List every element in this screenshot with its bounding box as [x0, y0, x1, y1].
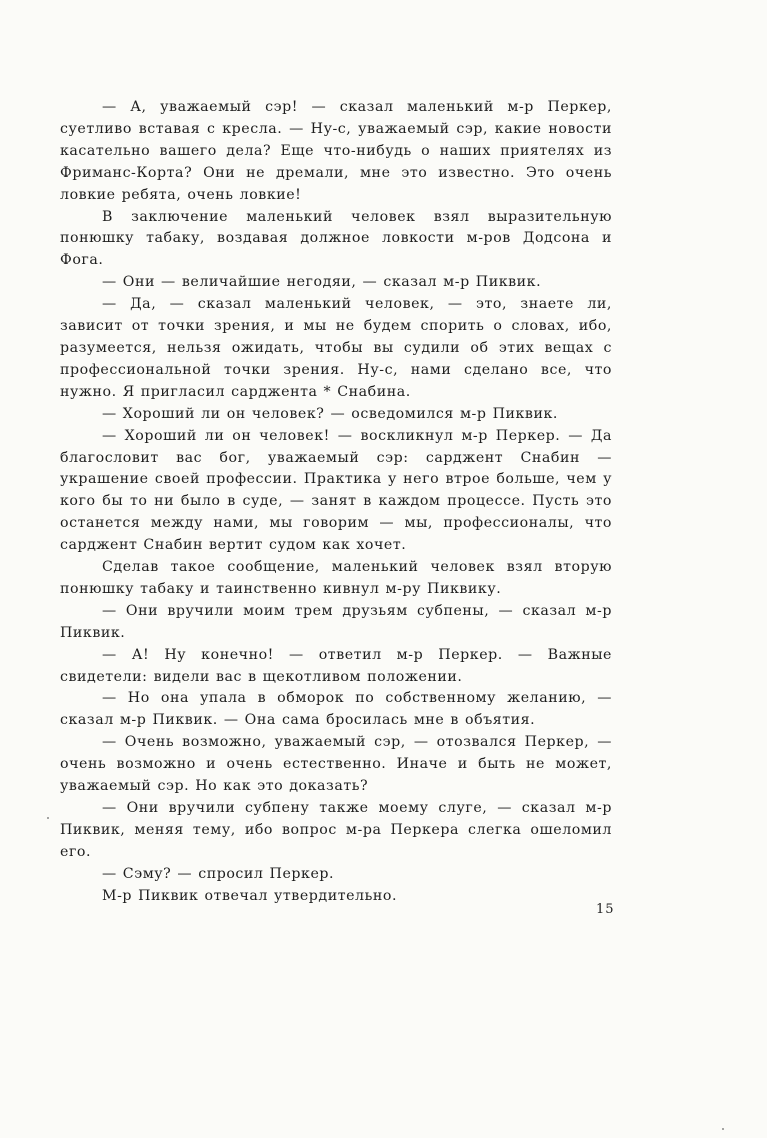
paragraph: — Хороший ли он человек! — воскликнул м-р Перкер. — Да благословит вас бог, уважаемый сэр: сарджент Снабин — украшение своей профессии. Практика у него втрое больше, чем у кого бы то ни было в суде, — занят в каждом процессе. Пусть это останется между нами, мы говорим — мы, профессионалы, что сарджент Снабин вертит судом как хочет. [60, 427, 612, 554]
paper-speck [722, 1128, 724, 1130]
paragraph: Сделав такое сообщение, маленький человек взял вторую понюшку табаку и таинственно кивнул м-ру Пиквику. [60, 559, 612, 597]
page-number: 15 [596, 902, 615, 917]
paragraph: М-р Пиквик отвечал утвердительно. [102, 887, 398, 904]
paragraph: — А! Ну конечно! — ответил м-р Перкер. — Важные свидетели: видели вас в щекотливом положении. [60, 646, 612, 685]
paragraph: — Очень возможно, уважаемый сэр, — отозвался Перкер, — очень возможно и очень естественно. Иначе и быть не может, уважаемый сэр. Но как это доказать? [60, 734, 612, 795]
paragraph: — Они вручили субпену также моему слуге, — сказал м-р Пиквик, меняя тему, ибо вопрос м-ра Перкера слегка ошеломил его. [60, 800, 612, 860]
paper-speck [47, 817, 49, 819]
paragraph: — Хороший ли он человек? — осведомился м-р Пиквик. [102, 405, 558, 422]
paragraph: В заключение маленький человек взял выразительную понюшку табаку, воздавая должное ловкости м-ров Додсона и Фога. [60, 208, 612, 269]
paragraph: — А, уважаемый сэр! — сказал маленький м-р Перкер, суетливо вставая с кресла. — Ну-с, уважаемый сэр, какие новости касательно вашего дела? Еще что-нибудь о наших приятелях из Фриманс-Корта? Они не дремали, мне это известно. Это очень ловкие ребята, очень ловкие! [60, 99, 612, 203]
body-text [60, 97, 612, 908]
paragraph: — Они — величайшие негодяи, — сказал м-р Пиквик. [102, 274, 542, 291]
paragraph: — Да, — сказал маленький человек, — это, знаете ли, зависит от точки зрения, и мы не будем спорить о словах, ибо, разумеется, нельзя ожидать, чтобы вы судили об этих вещах с профессиональной точки зрения. Ну-с, нами сделано все, что нужно. Я пригласил сарджента * Снабина. [60, 296, 612, 400]
paragraph: — Они вручили моим трем друзьям субпены, — сказал м-р Пиквик. [60, 602, 612, 641]
paragraph: — Сэму? — спросил Перкер. [102, 865, 335, 882]
paragraph: — Но она упала в обморок по собственному желанию, — сказал м-р Пиквик. — Она сама бросилась мне в объятия. [60, 690, 612, 729]
